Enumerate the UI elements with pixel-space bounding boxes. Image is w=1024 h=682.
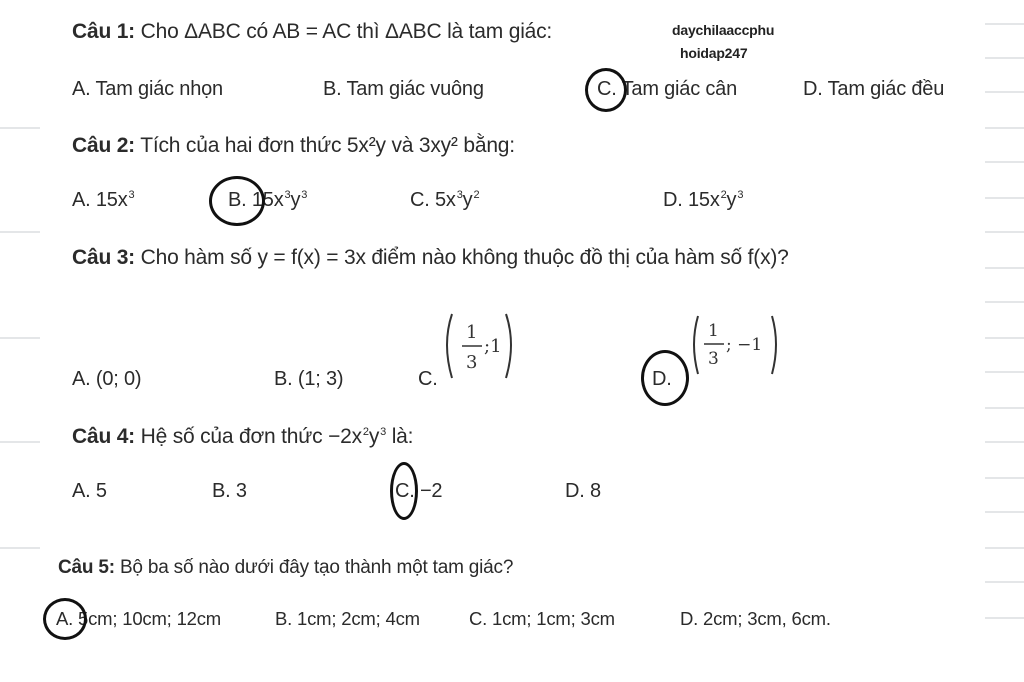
answer-circle-q5 [43,598,87,640]
question-1 [72,20,552,44]
q2-c-letter: C. [410,189,430,211]
q3-d-rest: ; −1 [726,335,763,355]
q3-d-point[interactable] [688,312,788,382]
question-2-label: Câu 2: [72,134,135,157]
q3-c-denominator: 3 [466,352,478,373]
question-3-label: Câu 3: [72,246,135,269]
question-4-text-post: là: [386,425,414,448]
q3-d-letter[interactable]: D. [652,368,672,390]
watermark-line-2: hoidap247 [680,45,748,61]
question-2-text: Tích của hai đơn thức 5x²y và 3xy² bằng: [134,134,515,157]
q3-option-a[interactable]: A. (0; 0) [72,368,142,390]
q5-option-c[interactable]: C. 1cm; 1cm; 3cm [469,608,615,629]
q2-c-exp2: 2 [473,189,480,201]
q4-option-a[interactable]: A. 5 [72,480,107,502]
q2-c-base1: 5x [434,189,456,211]
question-4-exp1: 2 [362,426,369,438]
q1-option-a[interactable]: A. Tam giác nhọn [72,78,223,100]
question-2 [72,134,515,158]
q2-option-d[interactable] [663,189,743,212]
q2-c-base2: y [462,189,473,211]
q3-c-numerator: 1 [466,322,478,343]
question-3-text: Cho hàm số y = f(x) = 3x điểm nào không thuộc đồ thị của hàm số f(x)? [134,246,789,269]
question-4-text-pre: Hệ số của đơn thức −2x [134,425,362,448]
q2-d-letter: D. [663,189,683,211]
answer-circle-q2 [209,176,265,226]
q2-option-c[interactable] [410,189,479,212]
q1-option-d[interactable]: D. Tam giác đều [803,78,945,100]
question-3 [72,246,789,270]
q4-option-c[interactable]: C. −2 [395,480,443,502]
q1-option-b[interactable]: B. Tam giác vuông [323,78,484,100]
question-5-text: Bộ ba số nào dưới đây tạo thành một tam giác? [114,557,514,578]
question-5-label: Câu 5: [58,557,115,578]
q2-a-base: 15x [95,189,128,211]
question-4-text-mid: y [368,425,380,448]
q3-c-rest: ;1 [484,336,502,357]
q3-option-b[interactable]: B. (1; 3) [274,368,344,390]
q5-option-b[interactable]: B. 1cm; 2cm; 4cm [275,608,420,629]
q2-option-a[interactable] [72,189,134,212]
question-4-exp2: 3 [380,426,387,438]
q2-a-exp: 3 [128,189,135,201]
q5-option-a[interactable]: A. 5cm; 10cm; 12cm [56,608,222,629]
question-4-label: Câu 4: [72,425,135,448]
q2-b-letter: B. [228,189,247,211]
q3-d-numerator: 1 [708,321,719,341]
q2-d-base1: 15x [687,189,720,211]
q5-option-d[interactable]: D. 2cm; 3cm, 6cm. [680,608,831,629]
q4-option-b[interactable]: B. 3 [212,480,247,502]
q2-d-base2: y [726,189,737,211]
question-4 [72,425,413,449]
question-5 [58,557,513,579]
q2-b-base1: 15x [251,189,284,211]
q3-c-point[interactable] [440,308,530,388]
q1-option-c[interactable]: C. Tam giác cân [597,78,738,100]
answer-circle-q1 [585,68,627,112]
q2-d-exp2: 3 [737,189,744,201]
watermark-line-1: daychilaaccphu [672,22,775,38]
answer-circle-q3 [641,350,689,406]
q2-b-exp2: 3 [301,189,308,201]
q2-b-exp1: 3 [284,189,291,201]
q2-c-exp1: 3 [456,189,463,201]
q2-d-exp1: 2 [720,189,727,201]
q3-d-denominator: 3 [708,349,719,369]
answer-circle-q4 [390,462,418,520]
question-1-text: Cho ΔABC có AB = AC thì ΔABC là tam giác: [134,20,553,43]
q2-b-base2: y [290,189,301,211]
q2-a-letter: A. [72,189,91,211]
question-1-label: Câu 1: [72,20,135,43]
q4-option-d[interactable]: D. 8 [565,480,601,502]
q3-c-letter[interactable]: C. [418,368,438,390]
